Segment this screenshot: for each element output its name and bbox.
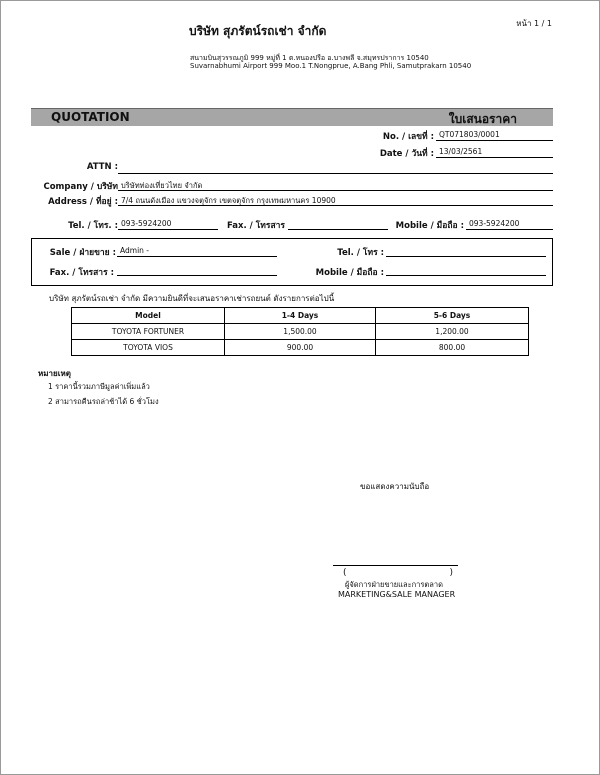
- company-line: [118, 190, 553, 191]
- cell-price-5-6: 1,200.00: [376, 324, 529, 340]
- tel-label: Tel. / โทร. :: [68, 221, 118, 231]
- note-item: 1 ราคานี้รวมภาษีมูลค่าเพิ่มแล้ว: [48, 382, 150, 391]
- column-header-1-4-days: 1-4 Days: [225, 308, 376, 324]
- banner-title-th: ใบเสนอราคา: [448, 112, 517, 126]
- sale-label: Sale / ฝ่ายขาย :: [49, 248, 116, 258]
- sales-fax-label: Fax. / โทรสาร :: [49, 268, 114, 278]
- cell-model: TOYOTA FORTUNER: [72, 324, 225, 340]
- sale-line: [117, 256, 277, 257]
- sales-tel-label: Tel. / โทร :: [337, 248, 384, 258]
- signer-role-th: ผู้จัดการฝ่ายขายและการตลาด: [345, 580, 443, 589]
- doc-no-value: QT071803/0001: [439, 130, 500, 139]
- address-value: 7/4 ถนนดังเมือง แขวงจตุจักร เขตจตุจักร กรุงเทพมหานคร 10900: [121, 196, 336, 205]
- cell-model: TOYOTA VIOS: [72, 340, 225, 356]
- regards-text: ขอแสดงความนับถือ: [360, 482, 430, 491]
- company-value: บริษัทท่องเที่ยวไทย จำกัด: [121, 181, 203, 190]
- cell-price-1-4: 900.00: [225, 340, 376, 356]
- sales-mobile-line: [386, 275, 546, 276]
- banner-title-en: QUOTATION: [51, 110, 130, 124]
- address-label: Address / ที่อยู่ :: [48, 197, 118, 207]
- cell-price-1-4: 1,500.00: [225, 324, 376, 340]
- quotation-banner: [31, 108, 553, 126]
- attn-label: ATTN :: [86, 162, 118, 172]
- paren-close: ): [449, 568, 453, 578]
- column-header-5-6-days: 5-6 Days: [376, 308, 529, 324]
- page-number: หน้า 1 / 1: [516, 19, 552, 28]
- attn-line: [118, 173, 553, 174]
- fax-line: [288, 229, 388, 230]
- company-address-th: สนามบินสุวรรณภูมิ 999 หมู่ที่ 1 ต.หนองปรือ อ.บางพลี จ.สมุทรปราการ 10540: [190, 54, 429, 62]
- sales-mobile-label: Mobile / มือถือ :: [315, 268, 384, 278]
- company-address-en: Suvarnabhumi Airport 999 Moo.1 T.Nongprue, A.Bang Phli, Samutprakarn 10540: [190, 62, 472, 70]
- fax-label: Fax. / โทรสาร: [226, 221, 285, 231]
- intro-text: บริษัท สุภรัตน์รถเช่า จำกัด มีความยินดีที่จะเสนอราคาเช่ารถยนต์ ดังรายการต่อไปนี้: [49, 294, 335, 303]
- note-item: 2 สามารถคืนรถล่าช้าได้ 6 ชั่วโมง: [48, 397, 159, 406]
- table-row: [72, 340, 529, 356]
- paren-open: (: [343, 568, 347, 578]
- signer-role-en: MARKETING&SALE MANAGER: [338, 590, 456, 599]
- signature-name-parens: [343, 568, 453, 578]
- mobile-label: Mobile / มือถือ :: [395, 221, 464, 231]
- doc-no-label: No. / เลขที่ :: [382, 132, 434, 142]
- address-line: [118, 205, 553, 206]
- sale-value: Admin -: [120, 246, 149, 255]
- sales-fax-line: [117, 275, 277, 276]
- sales-tel-line: [386, 256, 546, 257]
- table-header-row: [72, 308, 529, 324]
- doc-no-line: [436, 140, 553, 141]
- doc-date-label: Date / วันที่ :: [379, 149, 434, 159]
- tel-line: [118, 229, 218, 230]
- table-row: [72, 324, 529, 340]
- doc-date-line: [436, 157, 553, 158]
- tel-value: 093-5924200: [121, 219, 172, 228]
- cell-price-5-6: 800.00: [376, 340, 529, 356]
- mobile-line: [466, 229, 553, 230]
- mobile-value: 093-5924200: [469, 219, 520, 228]
- signature-line: [333, 565, 458, 566]
- doc-date-value: 13/03/2561: [439, 147, 483, 156]
- company-label: Company / บริษัท: [43, 182, 118, 192]
- notes-title: หมายเหตุ: [38, 369, 71, 378]
- company-name: บริษัท สุภรัตน์รถเช่า จำกัด: [189, 24, 327, 38]
- column-header-model: Model: [72, 308, 225, 324]
- price-table: [71, 307, 529, 356]
